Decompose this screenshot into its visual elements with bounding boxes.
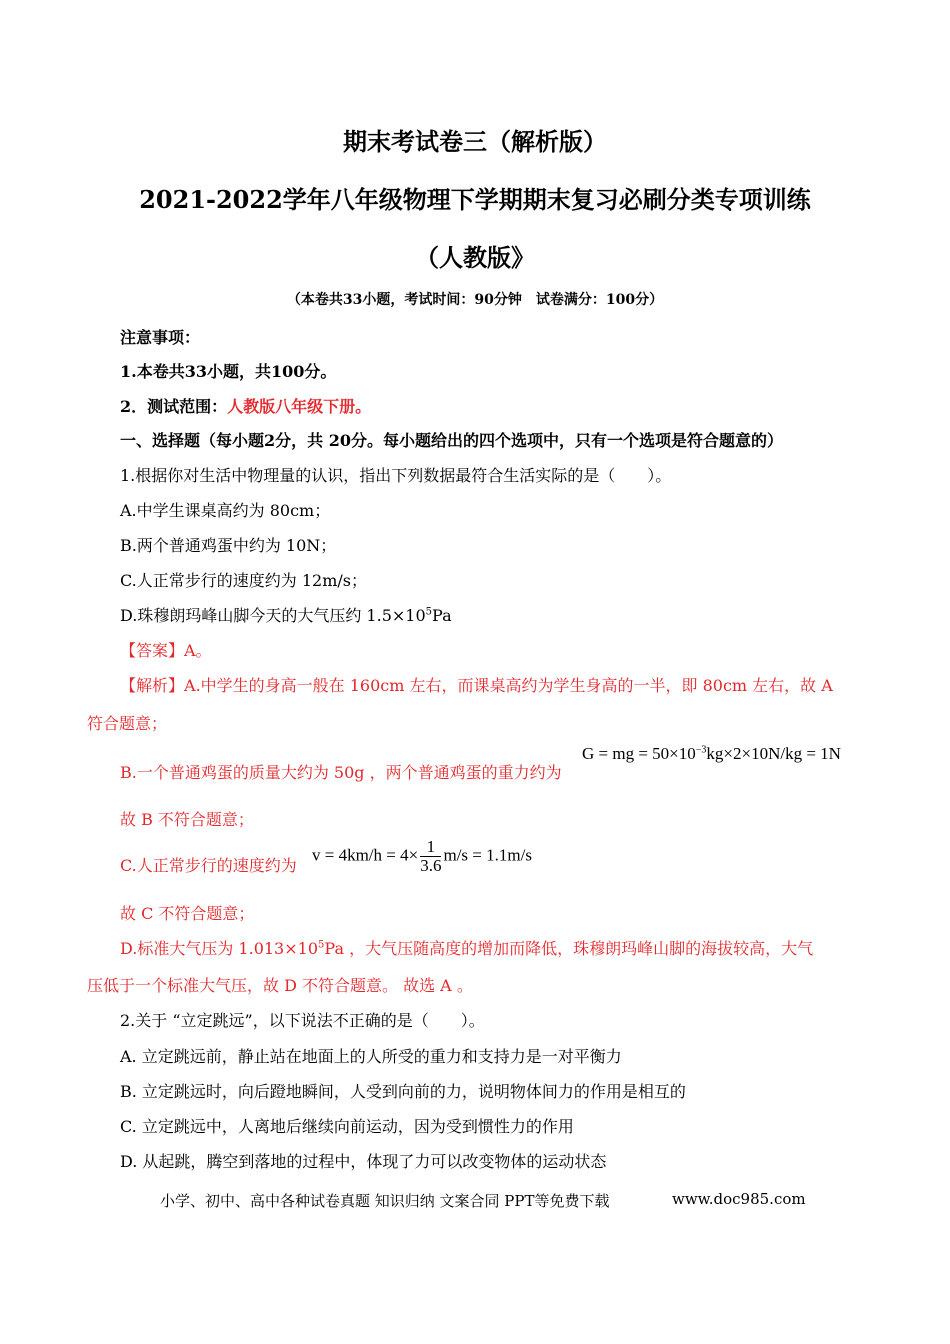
formula-c-pre: v = 4km/h = 4×	[312, 845, 419, 865]
formula-c-post: m/s = 1.1m/s	[443, 845, 532, 865]
notes-item-1: 1.本卷共33小题，共100分。	[120, 362, 337, 381]
q1-explanation-d-line1	[120, 936, 813, 959]
formula-b-post: kg×2×10N/kg = 1N	[706, 744, 841, 763]
explanation-d-post: Pa ，大气压随高度的增加而降低，珠穆朗玛峰山脚的海拔较高，大气	[324, 939, 814, 958]
formula-c-fraction	[420, 838, 441, 875]
footer-text: 小学、初中、高中各种试卷真题 知识归纳 文案合同 PPT等免费下载	[160, 1192, 610, 1210]
exam-info: （本卷共33小题，考试时间：90分钟 试卷满分：100分）	[286, 292, 664, 308]
q1-explanation-c-end: 故 C 不符合题意；	[120, 904, 255, 923]
explanation-d-exp: 5	[318, 939, 325, 951]
q1-stem: 1.根据你对生活中物理量的认识，指出下列数据最符合生活实际的是（ ）。	[120, 466, 672, 485]
explanation-label: 【解析】	[120, 676, 185, 695]
q1-option-d-exp: 5	[425, 606, 433, 618]
section-heading: 一、选择题（每小题2分，共 20分。每小题给出的四个选项中，只有一个选项是符合题意的）	[120, 431, 783, 450]
notes-item-2	[120, 394, 371, 417]
doc-title-1: 期末考试卷三（解析版）	[343, 127, 607, 156]
q1-option-a: A.中学生课桌高约为 80cm；	[120, 501, 331, 520]
q1-explanation-a-line1	[120, 673, 833, 696]
q1-explanation-d-line2: 压低于一个标准大气压，故 D 不符合题意。 故选 A 。	[87, 976, 473, 995]
notes-heading: 注意事项：	[120, 328, 201, 347]
q2-option-b: B. 立定跳远时，向后蹬地瞬间，人受到向前的力，说明物体间力的作用是相互的	[120, 1082, 686, 1101]
q1-explanation-c-formula	[312, 838, 532, 875]
doc-title-3: （人教版》	[415, 243, 535, 272]
q2-option-a: A. 立定跳远前，静止站在地面上的人所受的重力和支持力是一对平衡力	[120, 1047, 622, 1066]
q1-option-b: B.两个普通鸡蛋中约为 10N；	[120, 536, 337, 555]
q1-option-d-text: D.珠穆朗玛峰山脚今天的大气压约 1.5×10	[120, 606, 426, 625]
formula-b-exp: −3	[695, 744, 707, 756]
q1-explanation-a-line2: 符合题意；	[87, 714, 168, 733]
q1-option-d-unit: Pa	[432, 606, 452, 625]
notes-item-2-range: 人教版八年级下册。	[227, 397, 372, 416]
fraction-numerator: 1	[420, 838, 441, 857]
q2-option-d: D. 从起跳，腾空到落地的过程中，体现了力可以改变物体的运动状态	[120, 1152, 607, 1171]
doc-title-2: 2021-2022学年八年级物理下学期期末复习必刷分类专项训练	[139, 185, 811, 214]
notes-item-2-prefix: 2．测试范围：	[120, 397, 228, 416]
footer-url[interactable]: www.doc985.com	[672, 1190, 806, 1208]
q1-explanation-b-text: B.一个普通鸡蛋的质量大约为 50g ，两个普通鸡蛋的重力约为	[120, 763, 562, 782]
explanation-a-text: A.中学生的身高一般在 160cm 左右，而课桌高约为学生身高的一半，即 80cm 左右，故 A	[184, 676, 833, 695]
q1-option-c: C.人正常步行的速度约为 12m/s；	[120, 571, 367, 590]
formula-b-pre: G = mg = 50×10	[582, 744, 696, 763]
q2-option-c: C. 立定跳远中，人离地后继续向前运动，因为受到惯性力的作用	[120, 1117, 574, 1136]
fraction-denominator: 3.6	[420, 856, 442, 875]
q2-stem: 2.关于 “立定跳远”，以下说法不正确的是（ ）。	[120, 1011, 485, 1030]
explanation-d-pre: D.标准大气压为 1.013×10	[120, 939, 319, 958]
q1-option-d	[120, 603, 452, 626]
q1-explanation-b-end: 故 B 不符合题意；	[120, 810, 254, 829]
q1-answer: 【答案】A。	[120, 641, 212, 660]
q1-explanation-c-text: C.人正常步行的速度约为	[120, 856, 297, 875]
q1-explanation-b-formula	[582, 744, 841, 764]
